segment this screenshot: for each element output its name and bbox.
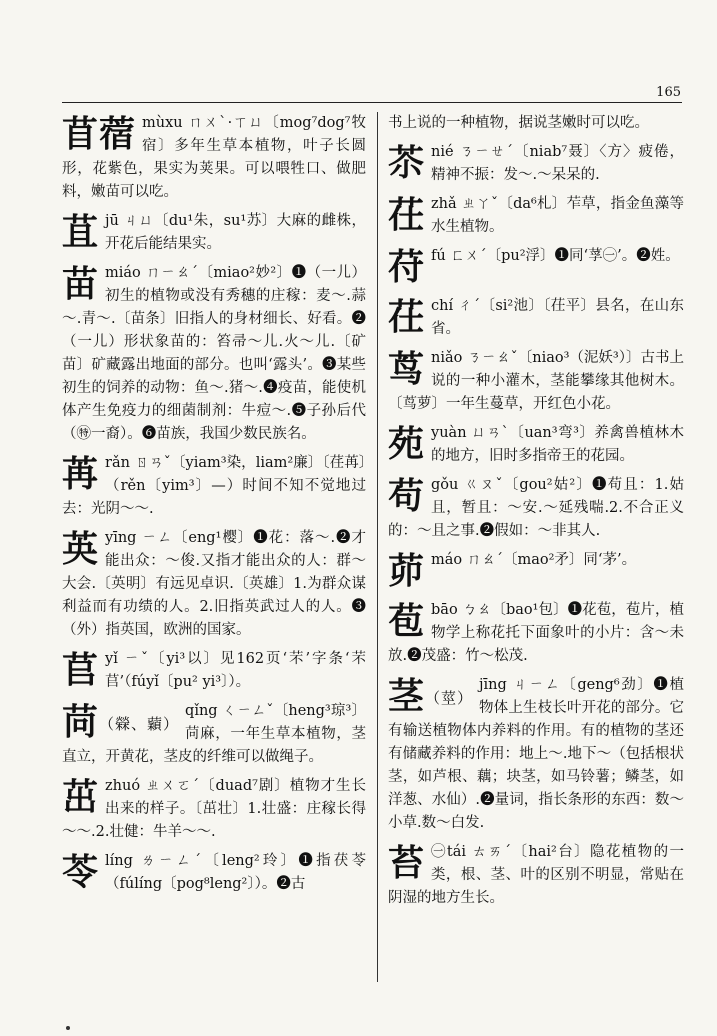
entry-definition: líng ㄌㄧㄥˊ〔leng²玲〕❶指茯苓（fúlíng〔pog⁸leng²〕）。❷古 [105,853,366,892]
headword: 苓 [62,852,100,893]
headword: 茁 [62,777,100,818]
entry-definition: gǒu ㄍㄡˇ〔gou²姑²〕❶苟且：1.姑且，暂且：～安.～延残喘.2.不合正义的：～且之事.❷假如：～非其人. [388,477,684,539]
headword: 苢 [62,650,100,691]
right-column [388,112,684,916]
headword: 苴 [62,212,100,253]
dictionary-entry [62,648,366,694]
dictionary-entry [388,422,684,468]
dictionary-entry [62,452,366,521]
headword: 茎（莖） [388,676,474,717]
entry-continuation: 书上说的一种植物，据说茎嫩时可以吃。 [388,115,649,131]
entry-definition: jū ㄐㄩ〔du¹朱，su¹苏〕大麻的雌株，开花后能结果实。 [105,213,366,252]
headword: 苜蓿 [62,114,137,155]
entry-definition: máo ㄇㄠˊ〔mao²矛〕同‘茅’。 [431,552,637,568]
entry-definition: yīng ㄧㄥ〔eng¹樱〕❶花：落～.❷才能出众：～俊.又指才能出众的人：群～大会.〔英明〕有远见卓识.〔英雄〕1.为群众谋利益而有功绩的人。2.旧指英武过人的人。❸（外）指英国，欧洲的国家。 [62,530,366,638]
dictionary-entry [388,841,684,910]
headword: 苟 [388,476,426,517]
entry-definition: niǎo ㄋㄧㄠˇ〔niao³（泥妖³）〕古书上说的一种小灌木，茎能攀缘其他树木。〔茑萝〕一年生蔓草，开红色小花。 [388,350,684,412]
dictionary-entry [388,674,684,835]
entry-definition: bāo ㄅㄠ〔bao¹包〕❶花苞，苞片，植物学上称花托下面象叶的小片：含～未放.❷茂盛：竹～松茂. [388,602,684,664]
entry-definition: fú ㄈㄨˊ〔pu²浮〕❶同‘莩㊀’。❷姓。 [431,248,680,264]
entry-definition: nié ㄋㄧㄝˊ〔niab⁷聂〕〈方〉疲倦，精神不振：发～.～呆呆的. [431,144,684,183]
entry-definition: mùxu ㄇㄨˋ·ㄒㄩ〔mog⁷dog⁷牧宿〕多年生草本植物，叶子长圆形，花紫色，果实为荚果。可以喂牲口、做肥料，嫩苗可以吃。 [62,115,366,200]
dictionary-entry [388,549,684,593]
dictionary-entry [62,850,366,896]
dictionary-entry [62,262,366,446]
dictionary-entry [62,112,366,204]
headword: 苑 [388,424,426,465]
page-number: 165 [656,85,681,100]
headword: 苶 [388,143,426,184]
entry-definition: yuàn ㄩㄢˋ〔uan³弯³〕养禽兽植林木的地方，旧时多指帝王的花园。 [431,425,684,464]
entry-definition: zhǎ ㄓㄚˇ〔da⁶札〕苲草，指金鱼藻等水生植物。 [431,196,684,235]
dictionary-entry [388,295,684,341]
print-mark [66,1026,70,1030]
dictionary-entry [62,527,366,642]
dictionary-entry [62,210,366,256]
headword: 茌 [388,195,426,236]
headword: 苔 [388,843,426,884]
dictionary-entry [388,599,684,668]
entry-definition: ㊀tái ㄊㄞˊ〔hai²台〕隐花植物的一类，根、茎、叶的区别不明显，常贴在阴湿的地方生长。 [388,844,684,906]
entry-definition: miáo ㄇㄧㄠˊ〔miao²妙²〕❶（一儿）初生的植物或没有秀穗的庄稼：麦～.蒜～.青～.〔苗条〕旧指人的身材细长、好看。❷（一儿）形状象苗的：笞帚～儿.火～儿.〔矿苗〕矿藏露出地面的部分。也叫‘露头’。❸某些初生的饲养的动物：鱼～.猪～.❹疫苗，能使机体产生免疫力的细菌制剂：牛痘～.❺子孙后代（㊕一裔）。❻苗族，我国少数民族名。 [62,265,366,442]
header-rule [62,102,682,103]
headword: 茆 [388,551,426,592]
dictionary-entry [62,775,366,844]
headword: 茑 [388,349,426,390]
headword: 苘（檾、蘔） [62,702,180,743]
headword: 苻 [388,247,426,288]
headword: 英 [62,529,100,570]
entry-definition: yǐ ㄧˇ〔yi³以〕见162页‘芣’字条‘芣苢’（fúyǐ〔pu² yi³〕）。 [105,651,366,690]
dictionary-entry [388,245,684,289]
dictionary-entry [388,347,684,416]
dictionary-entry [388,474,684,543]
headword: 苒 [62,454,100,495]
entry-definition: qǐng ㄑㄧㄥˇ〔heng³琼³〕苘麻，一年生草本植物，茎直立，开黄花，茎皮的纤维可以做绳子。 [62,703,366,765]
headword: 苞 [388,601,426,642]
left-column [62,112,366,902]
entry-definition: chí ㄔˊ〔si²池〕〔茌平〕县名，在山东省。 [431,298,684,337]
headword: 苗 [62,264,100,305]
column-divider [377,112,378,982]
entry-definition: jīng ㄐㄧㄥ〔geng⁶劲〕❶植物体上生枝长叶开花的部分。它有输送植物体内养料的作用。有的植物的茎还有储藏养料的作用：地上～.地下～（包括根状茎，如芦根、藕；块茎，如马铃薯；鳞茎，如洋葱、水仙）.❷量词，指长条形的东西：数～小草.数～白发. [388,677,684,831]
dictionary-entry [388,193,684,239]
entry-definition: rǎn ㄖㄢˇ〔yiam³染，liam²廉〕〔荏苒〕（rěn〔yim³〕—）时间不知不觉地过去：光阴～～. [62,455,366,517]
dictionary-entry [62,700,366,769]
entry-definition: zhuó ㄓㄨㄛˊ〔duad⁷剧〕植物才生长出来的样子。〔茁壮〕1.壮盛：庄稼长得～～.2.壮健：牛羊～～. [62,778,366,840]
headword: 茌 [388,297,426,338]
dictionary-entry [388,141,684,187]
